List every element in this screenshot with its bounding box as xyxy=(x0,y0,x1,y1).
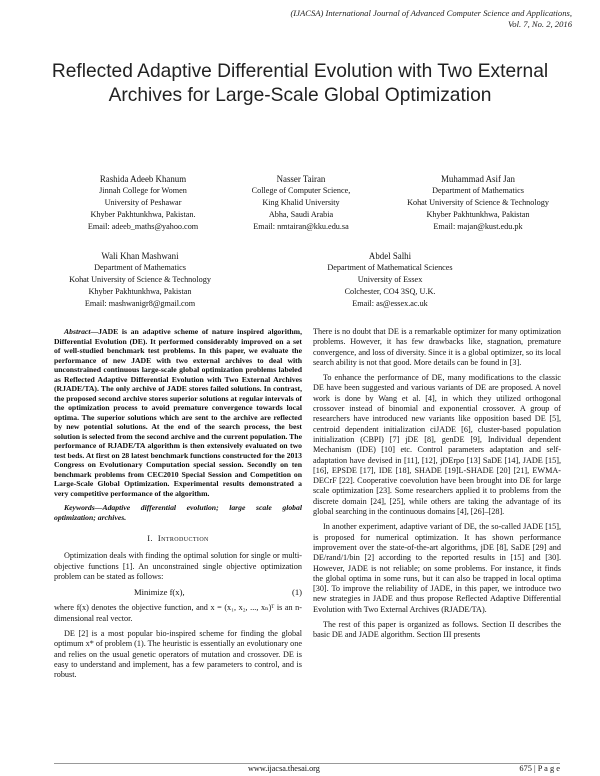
author-affiliation: University of Peshawar xyxy=(104,198,182,207)
author-affiliation: Department of Mathematical Sciences xyxy=(327,263,453,272)
author-email: Email: nmtairan@kku.edu.sa xyxy=(253,222,349,231)
keywords: Keywords—Adaptive differential evolution; large scale global optimization; archives. xyxy=(54,503,302,522)
author-name: Muhammad Asif Jan xyxy=(441,174,515,184)
author-affiliation: University of Essex xyxy=(357,275,423,284)
left-column xyxy=(54,327,302,686)
author-affiliation: Khyber Pakhtunkhwa, Pakistan xyxy=(426,210,530,219)
right-column xyxy=(313,327,561,646)
author-affiliation: Department of Mathematics xyxy=(432,186,524,195)
author-email: Email: as@essex.ac.uk xyxy=(352,299,428,308)
paper-title: Reflected Adaptive Differential Evolution with Two External Archives for Large-Scale Global Optimization xyxy=(51,61,549,106)
abstract xyxy=(54,327,302,498)
author-name: Nasser Tairan xyxy=(276,174,326,184)
page-number: 675 | P a g e xyxy=(519,764,560,773)
author-affiliation: Jinnah College for Women xyxy=(99,186,187,195)
journal-header xyxy=(132,8,572,30)
equation-1 xyxy=(54,587,302,597)
author-name: Rashida Adeeb Khanum xyxy=(99,174,187,184)
author-4 xyxy=(40,250,240,310)
author-email: Email: majan@kust.edu.pk xyxy=(433,222,523,231)
author-affiliation: Abha, Saudi Arabia xyxy=(268,210,334,219)
author-email: Email: mashwanigr8@gmail.com xyxy=(84,299,196,308)
paragraph: To enhance the performance of DE, many modifications to the classic DE have been suggested and various variants of DE are proposed. A novel work is done by Wang et al. [4], in which they utilized orthogonal crossover instead of binomial and exponential crossover. A group of researchers have introduced new variants like opposition based DE [5], centroid dependent initialization ciJADE [6], cluster-based population initialization (CBPI) [7] jDE [8], genDE [9], Individual dependent Mechanism (IDE) [10] etc. Control parameters adaptation and self-adaptation have devised in [11], [12], jDErpo [13] SaDE [14], JADE [15], [16], EPSDE [17], IDE [18], SHADE [19]L-SHADE [20] [21], EWMA-DECrF [22]. Cooperative coevolution have been brought into DE for large scale optimization [23]. Some researchers applied it to problems from the discrete domain [24], [25], while others are taking the advantage of its global searching in the continuous domains [4], [26]–[28]. xyxy=(313,373,561,517)
author-affiliation: Department of Mathematics xyxy=(94,263,186,272)
author-affiliation: Colchester, CO4 3SQ, U.K. xyxy=(344,287,436,296)
author-email: Email: adeeb_maths@yahoo.com xyxy=(87,222,199,231)
equation-body: Minimize f(x), xyxy=(134,587,185,598)
section-number: I. xyxy=(147,534,153,543)
abstract-text: —JADE is an adaptive scheme of nature inspired algorithm, Differential Evolution (DE). It performed considerably improved on a set of well-studied benchmark test problems. In this paper, we evaluate the performance of new JADE with two external archives to deal with unconstrained continuous large-scale global optimization problems labeled as Reflected Adaptive Differential Evolution with Two External Archives (RJADE/TA). The only archive of JADE stores failed solutions. In contrast, the proposed second archive stores superior solutions at regular intervals of the optimization process to avoid premature convergence towards local optima. The superior solutions which are sent to the archive are reflected by new potential solutions. At the end of the search process, the best solution is selected from the second archive and the current population. The performance of RJADE/TA algorithm is then extensively evaluated on two test beds. At first on 28 latest benchmark functions constructed for the 2013 Congress on Evolutionary Computation special session. Secondly on ten benchmark problems from CEC2010 Special Session and Competition on Large-Scale Global Optimization. Experimental results demonstrated a very competitive performance of the algorithm. xyxy=(54,327,302,498)
author-name: Wali Khan Mashwani xyxy=(101,251,179,261)
author-affiliation: Kohat University of Science & Technology xyxy=(407,198,549,207)
journal-volume: Vol. 7, No. 2, 2016 xyxy=(508,19,572,29)
footer-url: www.ijacsa.thesai.org xyxy=(248,764,320,773)
paragraph: There is no doubt that DE is a remarkable optimizer for many optimization problems. However, it has few drawbacks like, stagnation, premature convergence, and loss of diversity. Since it is a global optimizer, so its local search ability is not that good. More details can be found in [3]. xyxy=(313,327,561,367)
author-affiliation: Khyber Pakhtunkhwa, Pakistan. xyxy=(90,210,196,219)
section-title: Introduction xyxy=(157,534,209,543)
author-5 xyxy=(290,250,490,310)
author-affiliation: Kohat University of Science & Technology xyxy=(69,275,211,284)
section-heading xyxy=(54,534,302,544)
author-affiliation: Khyber Pakhtunkhwa, Pakistan xyxy=(88,287,192,296)
author-affiliation: King Khalid University xyxy=(262,198,340,207)
journal-name: (IJACSA) International Journal of Advanced Computer Science and Applications, xyxy=(290,8,572,18)
paragraph: where f(x) denotes the objective function, and x = (x₁, x₂, ..., xₙ)ᵀ is an n-dimensional real vector. xyxy=(54,603,302,623)
equation-number: (1) xyxy=(291,587,302,598)
author-3 xyxy=(378,173,578,233)
author-affiliation: College of Computer Science, xyxy=(251,186,351,195)
paragraph: DE [2] is a most popular bio-inspired scheme for finding the global optimum x* of problem (1). The heuristic is essentially an evolutionary one and relies on the usual genetic operators of mutation and crossover. DE is easy to understand and implement, has a few parameters to control, and is robust. xyxy=(54,629,302,680)
author-1 xyxy=(58,173,228,233)
paragraph: In another experiment, adaptive variant of DE, the so-called JADE [15], is proposed for numerical optimization. It has shown performance improvement over the state-of-the-art algorithms, jDE [8], SaDE [29] and DE/rand/1/bin [2] according to the reported results in [15] and [30]. However, JADE is not reliable; on some problems. For instance, it finds the global optima in some runs, but it can also be trapped in local optima [30]. To improve the reliability of JADE, in this paper, we introduce two new strategies in JADE and thus propose Reflected Adaptive Differential Evolution with Two External Archives (RJADE/TA). xyxy=(313,522,561,614)
abstract-label: Abstract xyxy=(64,327,91,336)
paragraph: Optimization deals with finding the optimal solution for single or multi-objective functions [1]. An unconstrained single objective optimization problem can be stated as follows: xyxy=(54,551,302,581)
author-name: Abdel Salhi xyxy=(368,251,412,261)
paragraph: The rest of this paper is organized as follows. Section II describes the basic DE and JADE algorithm. Section III presents xyxy=(313,620,561,640)
author-2 xyxy=(226,173,376,233)
